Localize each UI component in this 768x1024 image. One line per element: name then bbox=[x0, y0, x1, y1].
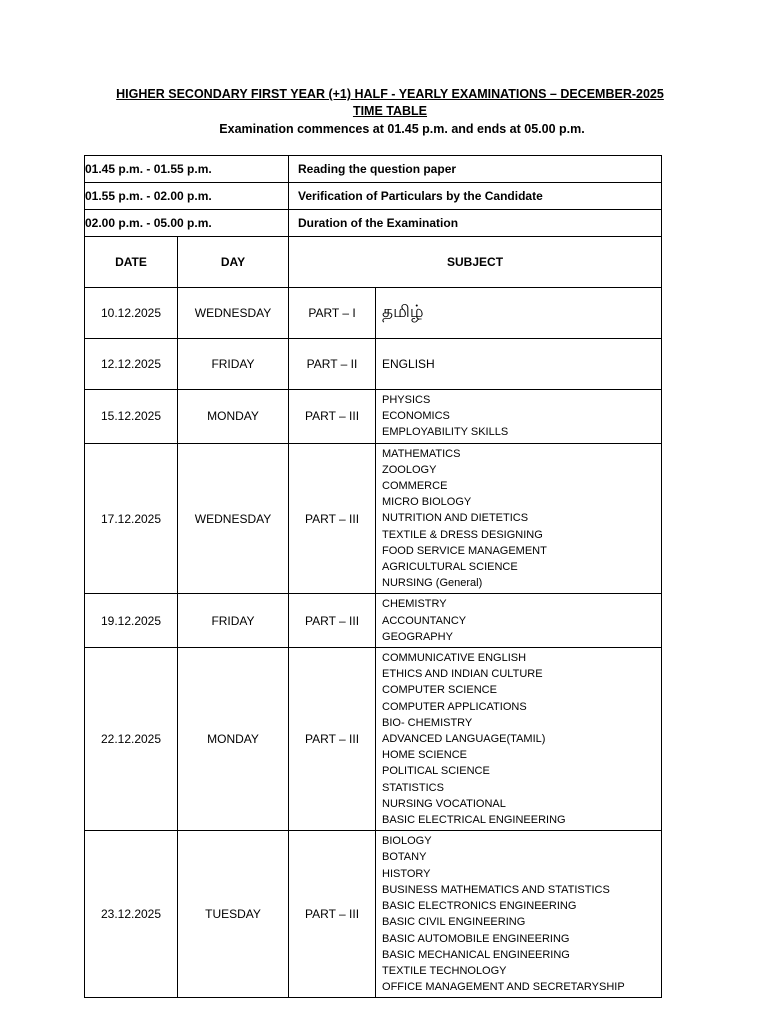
subject-item: BASIC MECHANICAL ENGINEERING bbox=[382, 948, 570, 961]
document-subtitle-text: TIME TABLE bbox=[352, 104, 428, 118]
subject-item: EMPLOYABILITY SKILLS bbox=[382, 426, 509, 439]
subject-item: HISTORY bbox=[382, 867, 431, 880]
subject-item: PHYSICS bbox=[382, 394, 431, 406]
exam-date: 17.12.2025 bbox=[85, 443, 178, 594]
timing-activity: Verification of Particulars by the Candidate bbox=[289, 183, 662, 210]
table-header-row bbox=[85, 237, 662, 288]
exam-subjects bbox=[376, 831, 662, 998]
exam-day: WEDNESDAY bbox=[178, 443, 289, 594]
exam-subjects bbox=[376, 339, 662, 390]
subject-item: ZOOLOGY bbox=[382, 463, 437, 476]
subject-item: BIOLOGY bbox=[382, 835, 432, 848]
subject-item: GEOGRAPHY bbox=[382, 630, 453, 643]
schedule-body bbox=[85, 288, 662, 998]
subject-item: AGRICULTURAL SCIENCE bbox=[382, 561, 518, 574]
exam-date: 22.12.2025 bbox=[85, 648, 178, 831]
exam-part: PART – III bbox=[289, 390, 376, 444]
subject-item: BASIC AUTOMOBILE ENGINEERING bbox=[382, 932, 570, 945]
subject-item: TEXTILE & DRESS DESIGNING bbox=[382, 528, 543, 541]
timing-activity: Reading the question paper bbox=[289, 156, 662, 183]
exam-day: FRIDAY bbox=[178, 339, 289, 390]
subject-item: BASIC CIVIL ENGINEERING bbox=[382, 916, 526, 929]
subject-item: COMMUNICATIVE ENGLISH bbox=[382, 652, 527, 665]
exam-timing-note: Examination commences at 01.45 p.m. and ends at 05.00 p.m. bbox=[219, 122, 585, 136]
subject-item: BUSINESS MATHEMATICS AND STATISTICS bbox=[382, 883, 610, 896]
table-row bbox=[85, 648, 662, 831]
timing-row bbox=[85, 183, 662, 210]
column-header-subject: SUBJECT bbox=[289, 237, 662, 288]
subject-item: TEXTILE TECHNOLOGY bbox=[382, 964, 507, 977]
exam-part: PART – II bbox=[289, 339, 376, 390]
table-row bbox=[85, 443, 662, 594]
subject-item: ACCOUNTANCY bbox=[382, 614, 467, 627]
subject-item: ECONOMICS bbox=[382, 410, 450, 423]
subject-item: POLITICAL SCIENCE bbox=[382, 765, 490, 778]
column-header-date: DATE bbox=[85, 237, 178, 288]
subject-item: MATHEMATICS bbox=[382, 447, 461, 460]
exam-day: WEDNESDAY bbox=[178, 288, 289, 339]
subject-item: MICRO BIOLOGY bbox=[382, 496, 472, 509]
timing-row bbox=[85, 156, 662, 183]
subject-item: NURSING (General) bbox=[382, 577, 483, 590]
exam-subjects bbox=[376, 390, 662, 444]
table-row bbox=[85, 288, 662, 339]
exam-part: PART – III bbox=[289, 594, 376, 648]
subject-item: ENGLISH bbox=[382, 357, 435, 371]
subject-item: COMMERCE bbox=[382, 480, 448, 493]
subject-item: COMPUTER APPLICATIONS bbox=[382, 700, 527, 713]
exam-subjects bbox=[376, 288, 662, 339]
timing-time: 02.00 p.m. - 05.00 p.m. bbox=[85, 210, 289, 237]
subject-item: BASIC ELECTRICAL ENGINEERING bbox=[382, 814, 566, 827]
subject-item: HOME SCIENCE bbox=[382, 749, 467, 762]
document-title-text: HIGHER SECONDARY FIRST YEAR (+1) HALF - YEARLY EXAMINATIONS – DECEMBER-2025 bbox=[116, 87, 664, 101]
subject-item: COMPUTER SCIENCE bbox=[382, 684, 497, 697]
subject-item: NUTRITION AND DIETETICS bbox=[382, 512, 529, 525]
timing-row bbox=[85, 210, 662, 237]
subject-item: OFFICE MANAGEMENT AND SECRETARYSHIP bbox=[382, 981, 625, 994]
exam-subjects bbox=[376, 443, 662, 594]
exam-day: MONDAY bbox=[178, 390, 289, 444]
subject-item: CHEMISTRY bbox=[382, 598, 447, 611]
timing-activity: Duration of the Examination bbox=[289, 210, 662, 237]
exam-day: FRIDAY bbox=[178, 594, 289, 648]
table-row bbox=[85, 339, 662, 390]
subject-item: BIO- CHEMISTRY bbox=[382, 716, 473, 729]
exam-date: 15.12.2025 bbox=[85, 390, 178, 444]
exam-subjects bbox=[376, 648, 662, 831]
exam-day: MONDAY bbox=[178, 648, 289, 831]
exam-date: 12.12.2025 bbox=[85, 339, 178, 390]
table-row bbox=[85, 390, 662, 444]
exam-date: 19.12.2025 bbox=[85, 594, 178, 648]
subject-item: ADVANCED LANGUAGE(TAMIL) bbox=[382, 733, 546, 746]
subject-item: ETHICS AND INDIAN CULTURE bbox=[382, 668, 543, 681]
exam-part: PART – III bbox=[289, 831, 376, 998]
timing-time: 01.45 p.m. - 01.55 p.m. bbox=[85, 156, 289, 183]
exam-subjects bbox=[376, 594, 662, 648]
exam-date: 23.12.2025 bbox=[85, 831, 178, 998]
column-header-day: DAY bbox=[178, 237, 289, 288]
exam-part: PART – I bbox=[289, 288, 376, 339]
exam-date: 10.12.2025 bbox=[85, 288, 178, 339]
exam-part: PART – III bbox=[289, 648, 376, 831]
time-table bbox=[84, 155, 662, 998]
timing-time: 01.55 p.m. - 02.00 p.m. bbox=[85, 183, 289, 210]
subject-item: STATISTICS bbox=[382, 781, 444, 794]
exam-day: TUESDAY bbox=[178, 831, 289, 998]
exam-part: PART – III bbox=[289, 443, 376, 594]
document-title bbox=[6, 86, 768, 102]
subject-item: BASIC ELECTRONICS ENGINEERING bbox=[382, 900, 577, 913]
subject-item: தமிழ் bbox=[382, 302, 424, 321]
subject-item: NURSING VOCATIONAL bbox=[382, 797, 506, 810]
document-subtitle bbox=[6, 103, 768, 119]
subject-item: BOTANY bbox=[382, 851, 427, 864]
table-row bbox=[85, 594, 662, 648]
table-row bbox=[85, 831, 662, 998]
subject-item: FOOD SERVICE MANAGEMENT bbox=[382, 544, 547, 557]
